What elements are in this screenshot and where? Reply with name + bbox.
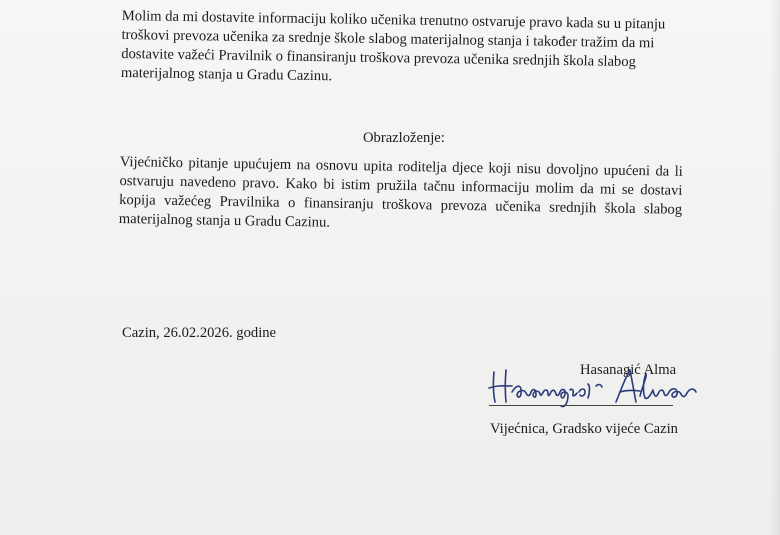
request-paragraph: Molim da mi dostavite informaciju koliko učenika trenutno ostvaruje pravo kada su u pitanju troškovi prevoza učenika za srednje škole slabog materijalnog stanja i također tražim da mi dostavite važeći Pravilnik o finansiranju troškova prevoza učenika srednjih škola slabog materijalnog stanja u Gradu Cazinu.: [120, 7, 666, 85]
handwritten-signature: [484, 362, 714, 410]
explanation-paragraph: Vijećničko pitanje upućujem na osnovu upita roditelja djece koji nisu dovoljno upućeni da li ostvaruju navedeno pravo. Kako bi istim pružila tačnu informaciju molim da mi se dostavi kopija važećeg Pravilnika o finansiranju troškova prevoza učenika srednjih škola slabog materijalnog stanja u Gradu Cazinu.: [118, 153, 683, 231]
explanation-heading: Obrazloženje:: [363, 130, 445, 146]
signatory-name: Hasanagić Alma: [580, 362, 677, 378]
place-date: Cazin, 26.02.2026. godine: [122, 325, 277, 341]
page-edge-shadow: [770, 0, 780, 535]
signatory-role: Vijećnica, Gradsko vijeće Cazin: [490, 421, 678, 437]
signature-line: [489, 405, 673, 406]
